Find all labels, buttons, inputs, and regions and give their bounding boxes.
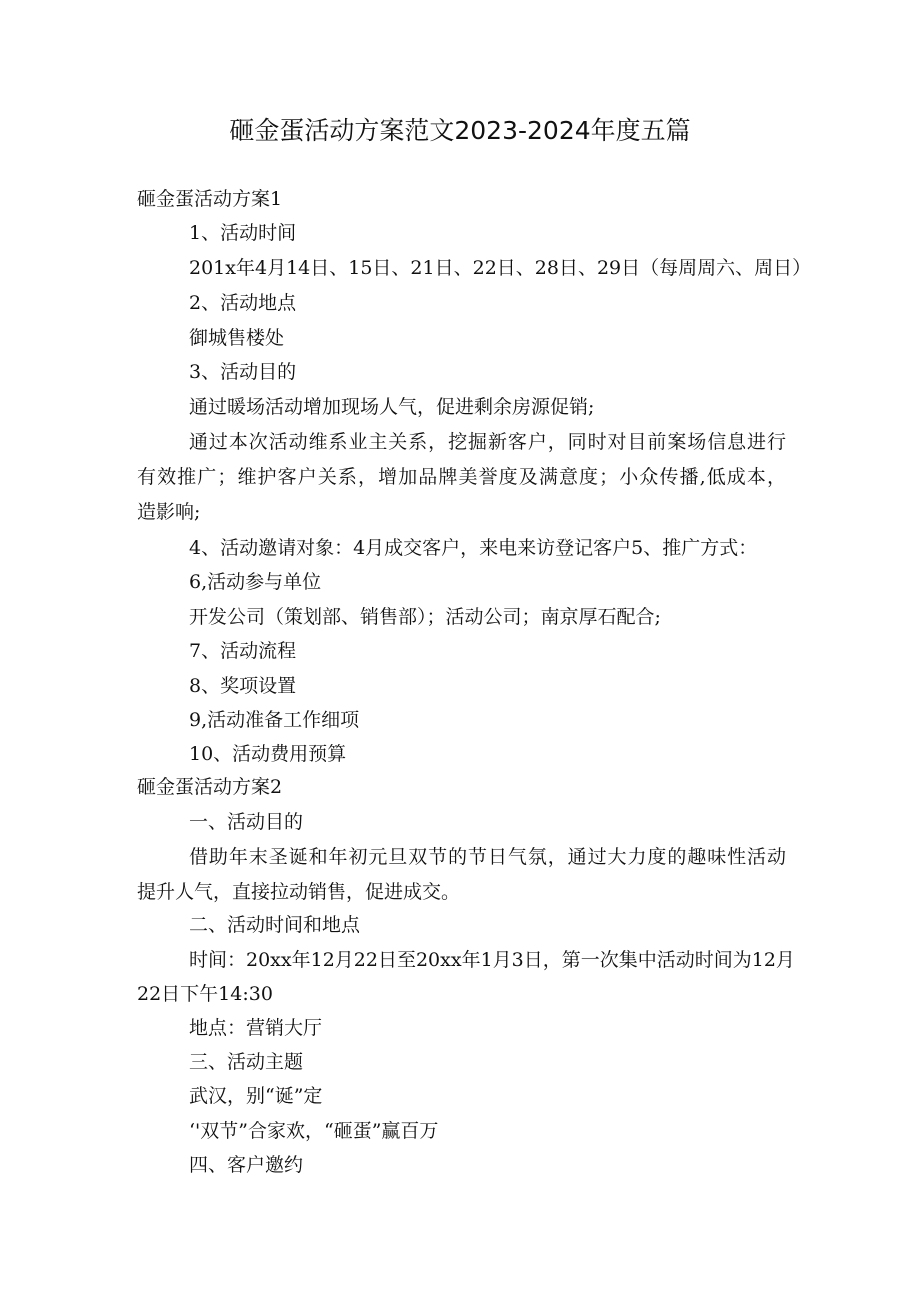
text-activity-dates: 201x年4月14日、15日、21日、22日、28日、29日（每周周六、周日） bbox=[189, 257, 812, 279]
text-purpose-p2: 借助年末圣诞和年初元旦双节的节日气氛，通过大力度的趣味性活动 bbox=[189, 846, 786, 868]
text-theme-1: 武汉，别“诞”定 bbox=[189, 1085, 323, 1107]
text-time-cont: 22日下午14:30 bbox=[137, 983, 273, 1005]
item-participants: 6,活动参与单位 bbox=[189, 571, 322, 593]
item-preparation: 9,活动准备工作细项 bbox=[189, 709, 360, 731]
item-theme: 三、活动主题 bbox=[189, 1051, 304, 1073]
text-purpose-2-cont: 有效推广；维护客户关系，增加品牌美誉度及满意度；小众传播,低成本， bbox=[137, 466, 786, 488]
text-purpose-2: 通过本次活动维系业主关系，挖掘新客户，同时对目前案场信息进行 bbox=[189, 431, 786, 453]
text-purpose-p2-cont: 提升人气，直接拉动销售，促进成交。 bbox=[137, 881, 461, 903]
item-activity-location: 2、活动地点 bbox=[189, 292, 297, 314]
item-budget: 10、活动费用预算 bbox=[189, 743, 347, 765]
text-location: 御城售楼处 bbox=[189, 327, 285, 349]
document-title: 砸金蛋活动方案范文2023-2024年度五篇 bbox=[229, 116, 691, 145]
item-activity-flow: 7、活动流程 bbox=[189, 640, 297, 662]
item-activity-purpose: 3、活动目的 bbox=[189, 361, 297, 383]
text-participants: 开发公司（策划部、销售部）；活动公司；南京厚石配合; bbox=[189, 606, 661, 628]
section-heading-plan-1: 砸金蛋活动方案1 bbox=[137, 188, 283, 210]
item-customer-invite: 四、客户邀约 bbox=[189, 1154, 304, 1176]
item-prize-setup: 8、奖项设置 bbox=[189, 675, 297, 697]
text-location-2: 地点：营销大厅 bbox=[189, 1017, 323, 1039]
item-activity-time: 1、活动时间 bbox=[189, 222, 297, 244]
text-purpose-2-end: 造影响; bbox=[137, 501, 201, 523]
section-heading-plan-2: 砸金蛋活动方案2 bbox=[137, 776, 283, 798]
item-invite-target: 4、活动邀请对象：4月成交客户，来电来访登记客户5、推广方式： bbox=[189, 537, 758, 559]
text-theme-2: ‘'双节”合家欢，“砸蛋”赢百万 bbox=[189, 1120, 439, 1142]
text-purpose-1: 通过暖场活动增加现场人气，促进剩余房源促销; bbox=[189, 396, 595, 418]
text-time: 时间：20xx年12月22日至20xx年1月3日，第一次集中活动时间为12月 bbox=[189, 949, 795, 971]
item-time-location: 二、活动时间和地点 bbox=[189, 914, 361, 936]
item-purpose-2: 一、活动目的 bbox=[189, 811, 304, 833]
